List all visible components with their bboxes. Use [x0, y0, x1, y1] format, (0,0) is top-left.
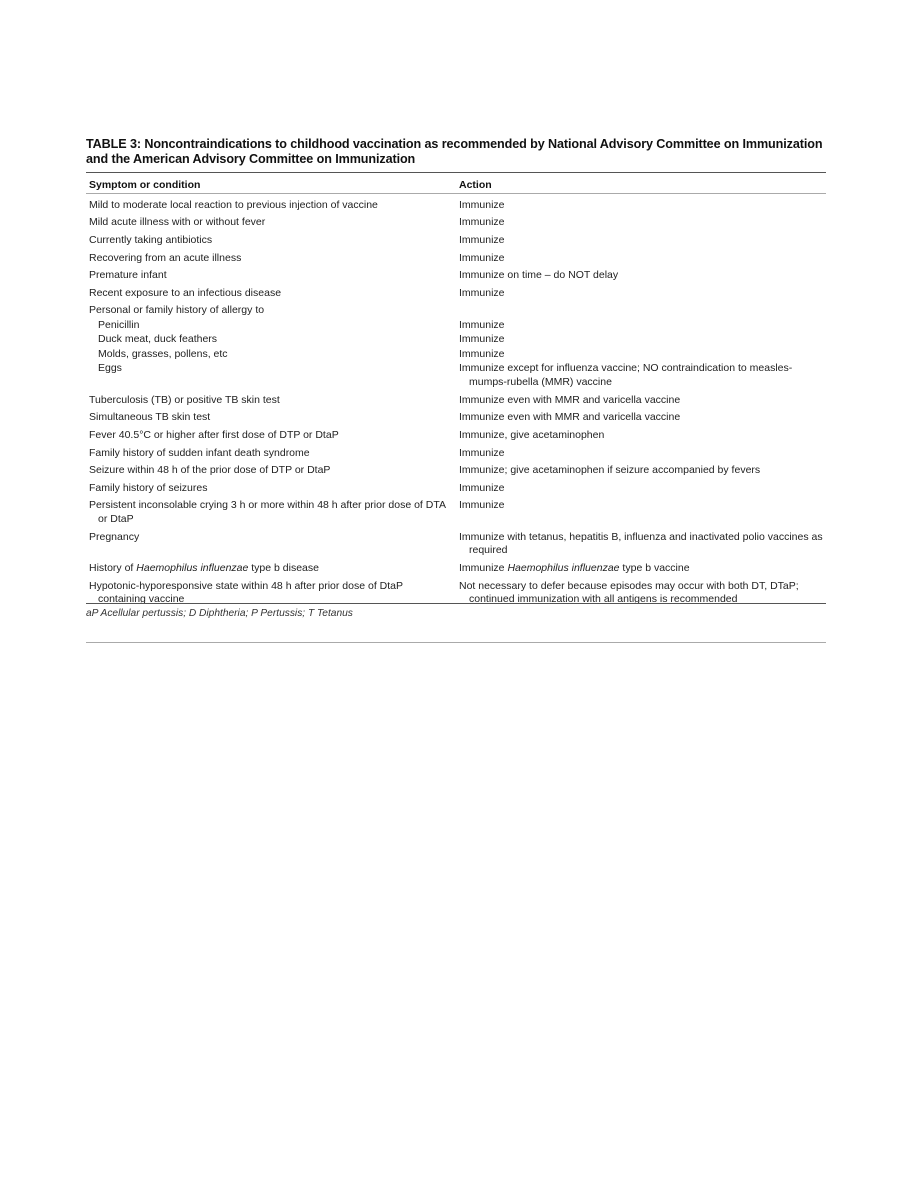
condition-cell: Simultaneous TB skin test — [89, 411, 211, 424]
action-cell: Immunize — [459, 318, 505, 331]
table-row — [89, 462, 826, 480]
action-cell: Immunize — [459, 216, 505, 229]
condition-cell: Premature infant — [89, 269, 167, 282]
condition-cell: Mild to moderate local reaction to previous injection of vaccine — [89, 198, 378, 211]
table-footnote: aP Acellular pertussis; D Diphtheria; P Pertussis; T Tetanus — [86, 608, 353, 619]
condition-cell: Molds, grasses, pollens, etc — [98, 347, 228, 360]
condition-cell: Tuberculosis (TB) or positive TB skin test — [89, 393, 280, 406]
table-row — [89, 445, 826, 463]
table-row — [89, 392, 826, 410]
condition-cell: Mild acute illness with or without fever — [89, 216, 266, 229]
condition-cell: Duck meat, duck feathers — [98, 333, 218, 346]
table-row — [89, 529, 826, 560]
condition-cell: Family history of sudden infant death syndrome — [89, 446, 310, 459]
action-cell: Immunize on time – do NOT delay — [459, 269, 619, 282]
condition-cell: Family history of seizures — [89, 481, 208, 494]
condition-cell: Fever 40.5°C or higher after first dose of DTP or DtaP — [89, 428, 339, 441]
table-row — [89, 267, 826, 285]
action-cell: Immunize Haemophilus influenzae type b vaccine — [459, 561, 690, 574]
action-cell: Immunize — [459, 481, 505, 494]
condition-cell: Recovering from an acute illness — [89, 251, 242, 264]
condition-cell: Currently taking antibiotics — [89, 234, 213, 247]
action-cell: Immunize even with MMR and varicella vaccine — [459, 393, 681, 406]
table-row — [89, 347, 826, 362]
action-cell: Immunize except for influenza vaccine; NO contraindication to measles-mumps-rubella (MMR) vaccine — [459, 362, 793, 389]
table-row — [89, 409, 826, 427]
header-action: Action — [459, 179, 492, 192]
noncontraindications-table — [89, 178, 826, 609]
allergy-heading: Personal or family history of allergy to — [89, 304, 265, 317]
action-cell: Immunize — [459, 446, 505, 459]
condition-cell: Pregnancy — [89, 530, 140, 543]
condition-cell: Seizure within 48 h of the prior dose of DTP or DtaP — [89, 464, 331, 477]
action-cell: Immunize — [459, 251, 505, 264]
action-cell: Immunize even with MMR and varicella vaccine — [459, 411, 681, 424]
condition-cell: Eggs — [98, 362, 122, 375]
condition-cell: Penicillin — [98, 318, 140, 331]
table-row — [89, 318, 826, 333]
table-row — [89, 333, 826, 348]
table-row — [89, 427, 826, 445]
table-row — [89, 578, 826, 609]
action-cell: Immunize — [459, 286, 505, 299]
action-cell: Immunize, give acetaminophen — [459, 428, 605, 441]
table-row — [89, 250, 826, 268]
section-divider — [86, 642, 826, 643]
condition-cell: Hypotonic-hyporesponsive state within 48 h after prior dose of DtaP containing vaccine — [89, 579, 403, 606]
table-row — [89, 215, 826, 233]
table-row — [89, 560, 826, 578]
action-cell: Immunize — [459, 198, 505, 211]
condition-cell: Persistent inconsolable crying 3 h or more within 48 h after prior dose of DTA or DtaP — [89, 499, 446, 526]
condition-cell: Recent exposure to an infectious disease — [89, 286, 282, 299]
table-header-row — [89, 178, 826, 194]
action-cell: Immunize — [459, 499, 505, 512]
action-cell: Immunize with tetanus, hepatitis B, influenza and inactivated polio vaccines as required — [459, 530, 823, 557]
table-top-rule — [86, 172, 826, 173]
action-cell: Immunize — [459, 347, 505, 360]
table-caption: TABLE 3: Noncontraindications to childhood vaccination as recommended by National Advisory Committee on Immunization and the American Advisory Committee on Immunization — [86, 137, 823, 166]
table-row — [89, 480, 826, 498]
table-bottom-rule — [86, 603, 826, 604]
condition-cell: History of Haemophilus influenzae type b disease — [89, 561, 319, 574]
table-row — [89, 362, 826, 392]
table-row — [89, 497, 826, 528]
action-cell: Immunize; give acetaminophen if seizure accompanied by fevers — [459, 464, 761, 477]
table-row — [89, 285, 826, 303]
header-condition: Symptom or condition — [89, 179, 201, 192]
table-row — [89, 232, 826, 250]
table-row — [89, 197, 826, 215]
action-cell: Not necessary to defer because episodes may occur with both DT, DTaP; continued immunization with all antigens is recommended — [459, 579, 799, 606]
allergy-group-heading-row — [89, 302, 826, 318]
action-cell: Immunize — [459, 234, 505, 247]
action-cell: Immunize — [459, 333, 505, 346]
